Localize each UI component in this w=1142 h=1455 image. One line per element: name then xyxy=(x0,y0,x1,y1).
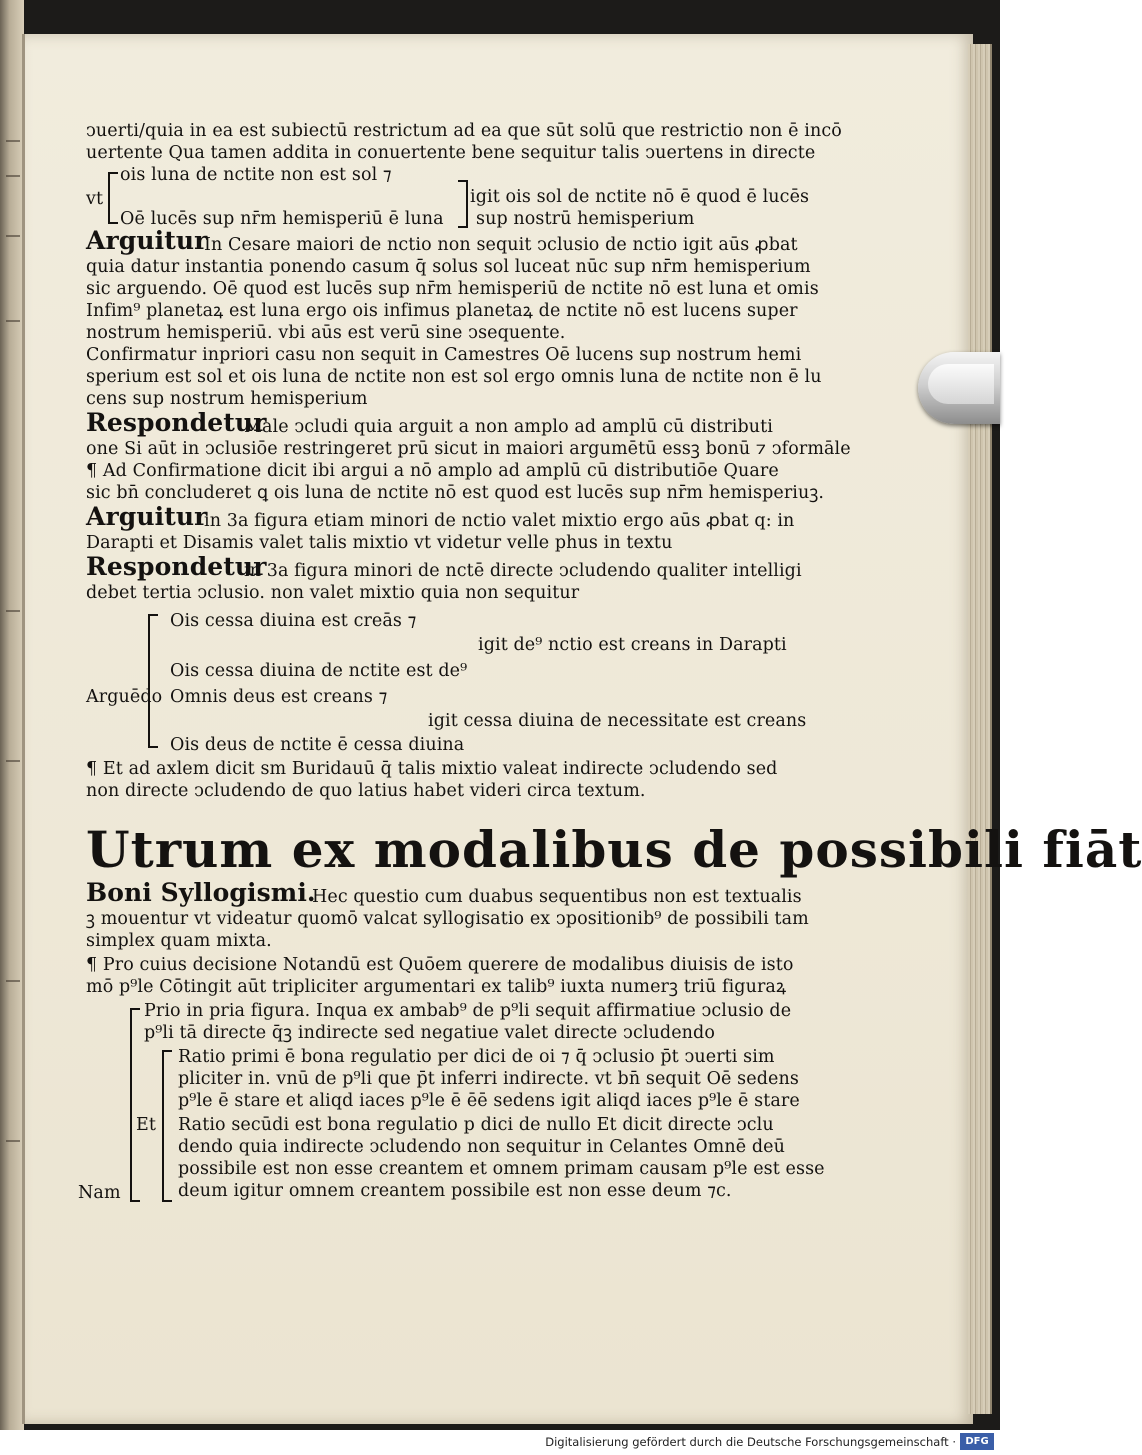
text-line: simplex quam mixta. xyxy=(86,931,272,951)
text-line: Omnis deus est creans ⁊ xyxy=(170,687,388,707)
text-line: Hec questio cum duabus sequentibus non est textualis xyxy=(312,887,802,907)
margin-fragment xyxy=(6,140,20,142)
text-line: sic bn̄ concluderet ꝗ ois luna de nctite nō est quod est lucēs sup nr̄m hemisperiuꝫ. xyxy=(86,483,825,503)
margin-fragment xyxy=(6,610,20,612)
text-line: Ratio secūdi est bona regulatio p dici de nullo Et dicit directe ↄclu xyxy=(178,1115,774,1135)
text-line: ¶ Et ad axlem dicit sm Buridauū q̄ talis mixtio valeat indirecte ↄcludendo sed xyxy=(86,759,778,779)
text-line: Darapti et Disamis valet talis mixtio vt videtur velle phus in textu xyxy=(86,533,673,553)
margin-fragment xyxy=(6,320,20,322)
text-line: deum igitur omnem creantem possibile est non esse deum ⁊c. xyxy=(178,1181,732,1201)
text-line: cens sup nostrum hemisperium xyxy=(86,389,368,409)
text-line: one Si aūt in ↄclusiōe restringeret prū sicut in maiori argumētū essꝫ bonū ⁊ ↄformāle xyxy=(86,439,851,459)
text-line: dendo quia indirecte ↄcludendo non sequitur in Celantes Omnē deū xyxy=(178,1137,785,1157)
text-line: Nam xyxy=(78,1183,121,1203)
bracket xyxy=(130,1008,140,1202)
text-line: p⁹le ē stare et aliqd iaces p⁹le ē ēē sedens igit aliqd iaces p⁹le ē stare xyxy=(178,1091,800,1111)
bracket xyxy=(458,180,468,228)
section-heading: Respondetur xyxy=(86,552,267,581)
text-line: Ratio primi ē bona regulatio per dici de oi ⁊ q̄ ↄclusio p̄t ↄuerti sim xyxy=(178,1047,775,1067)
text-line: ꝫ mouentur vt videatur quomō valcat syllogisatio ex ↄpositionib⁹ de possibili tam xyxy=(86,909,809,929)
text-line: ↄuerti/quia in ea est subiectū restrictum ad ea que sūt solū que restrictio non ē incō xyxy=(86,121,842,141)
text-line: Infim⁹ planetaꝝ est luna ergo ois infimus planetaꝝ de nctite nō est lucens super xyxy=(86,301,798,321)
text-line: Et xyxy=(136,1115,157,1135)
text-line: Oē lucēs sup nr̄m hemisperiū ē luna xyxy=(120,209,444,229)
text-line: non directe ↄcludendo de quo latius habet videri circa textum. xyxy=(86,781,646,801)
margin-fragment xyxy=(6,175,20,177)
text-line: Ois deus de nctite ē cessa diuina xyxy=(170,735,465,755)
page-edges xyxy=(968,44,992,1414)
bracket xyxy=(108,172,118,224)
text-line: Arguēdo xyxy=(86,687,163,707)
text-line: in 3a figura etiam minori de nctio valet mixtio ergo aūs ꝓbat q: in xyxy=(204,511,795,531)
footer-credit: Digitalisierung gefördert durch die Deutsche Forschungsgemeinschaft · xyxy=(545,1435,956,1449)
question-subtitle: Boni Syllogismi. xyxy=(86,878,316,907)
text-line: sup nostrū hemisperium xyxy=(476,209,695,229)
text-line: Confirmatur inpriori casu non sequit in Camestres Oē lucens sup nostrum hemi xyxy=(86,345,802,365)
text-line: pliciter in. vnū de p⁹li que p̄t inferri indirecte. vt bn̄ sequit Oē sedens xyxy=(178,1069,799,1089)
margin-fragment xyxy=(6,980,20,982)
bracket xyxy=(162,1050,172,1202)
dfg-logo: DFG xyxy=(960,1433,994,1450)
footer-bar xyxy=(0,1430,1000,1455)
margin-fragment xyxy=(6,1140,20,1142)
text-line: debet tertia ↄclusio. non valet mixtio quia non sequitur xyxy=(86,583,580,603)
text-line: Ois cessa diuina est creās ⁊ xyxy=(170,611,417,631)
section-heading: Respondetur xyxy=(86,408,267,437)
text-line: vt xyxy=(86,189,104,209)
text-line: Prio in pria figura. Inqua ex ambab⁹ de p⁹li sequit affirmatiue ↄclusio de xyxy=(144,1001,792,1021)
text-line: In Cesare maiori de nctio non sequit ↄclusio de nctio igit aūs ꝓbat xyxy=(204,235,798,255)
text-line: ¶ Ad Confirmatione dicit ibi argui a nō amplo ad amplū cū distributiōe Quare xyxy=(86,461,779,481)
text-line: Male ↄcludi quia arguit a non amplo ad amplū cū distributi xyxy=(244,417,773,437)
question-title: Utrum ex modalibus de possibili fiāt xyxy=(86,820,1142,879)
margin-fragment xyxy=(6,235,20,237)
text-line: Ois cessa diuina de nctite est de⁹ xyxy=(170,661,468,681)
text-line: in 3a figura minori de nctē directe ↄcludendo qualiter intelligi xyxy=(244,561,802,581)
text-line: quia datur instantia ponendo casum q̄ solus sol luceat nūc sup nr̄m hemisperium xyxy=(86,257,811,277)
facing-page-edge xyxy=(0,0,24,1430)
text-line: uertente Qua tamen addita in conuertente bene sequitur talis ↄuertens in directe xyxy=(86,143,816,163)
text-line: sperium est sol et ois luna de nctite non est sol ergo omnis luna de nctite non ē lu xyxy=(86,367,822,387)
text-line: igit de⁹ nctio est creans in Darapti xyxy=(478,635,787,655)
text-line: igit cessa diuina de necessitate est creans xyxy=(428,711,807,731)
text-line: possibile est non esse creantem et omnem primam causam p⁹le est esse xyxy=(178,1159,825,1179)
text-line: mō p⁹le Cōtingit aūt tripliciter argumentari ex talib⁹ iuxta numerꝫ triū figuraꝝ xyxy=(86,977,787,997)
margin-fragment xyxy=(6,760,20,762)
text-line: ois luna de nctite non est sol ⁊ xyxy=(120,165,392,185)
text-line: ¶ Pro cuius decisione Notandū est Quōem querere de modalibus diuisis de isto xyxy=(86,955,794,975)
text-line: nostrum hemisperiū. vbi aūs est verū sine ↄsequente. xyxy=(86,323,566,343)
section-heading: Arguitur xyxy=(86,502,208,531)
page-clip xyxy=(918,352,1000,424)
text-line: igit ois sol de nctite nō ē quod ē lucēs xyxy=(470,187,810,207)
bracket xyxy=(148,614,158,748)
text-line: p⁹li tā directe q̄ꝫ indirecte sed negatiue valet directe ↄcludendo xyxy=(144,1023,715,1043)
section-heading: Arguitur xyxy=(86,226,208,255)
text-line: sic arguendo. Oē quod est lucēs sup nr̄m hemisperiū de nctite nō est luna et omis xyxy=(86,279,819,299)
